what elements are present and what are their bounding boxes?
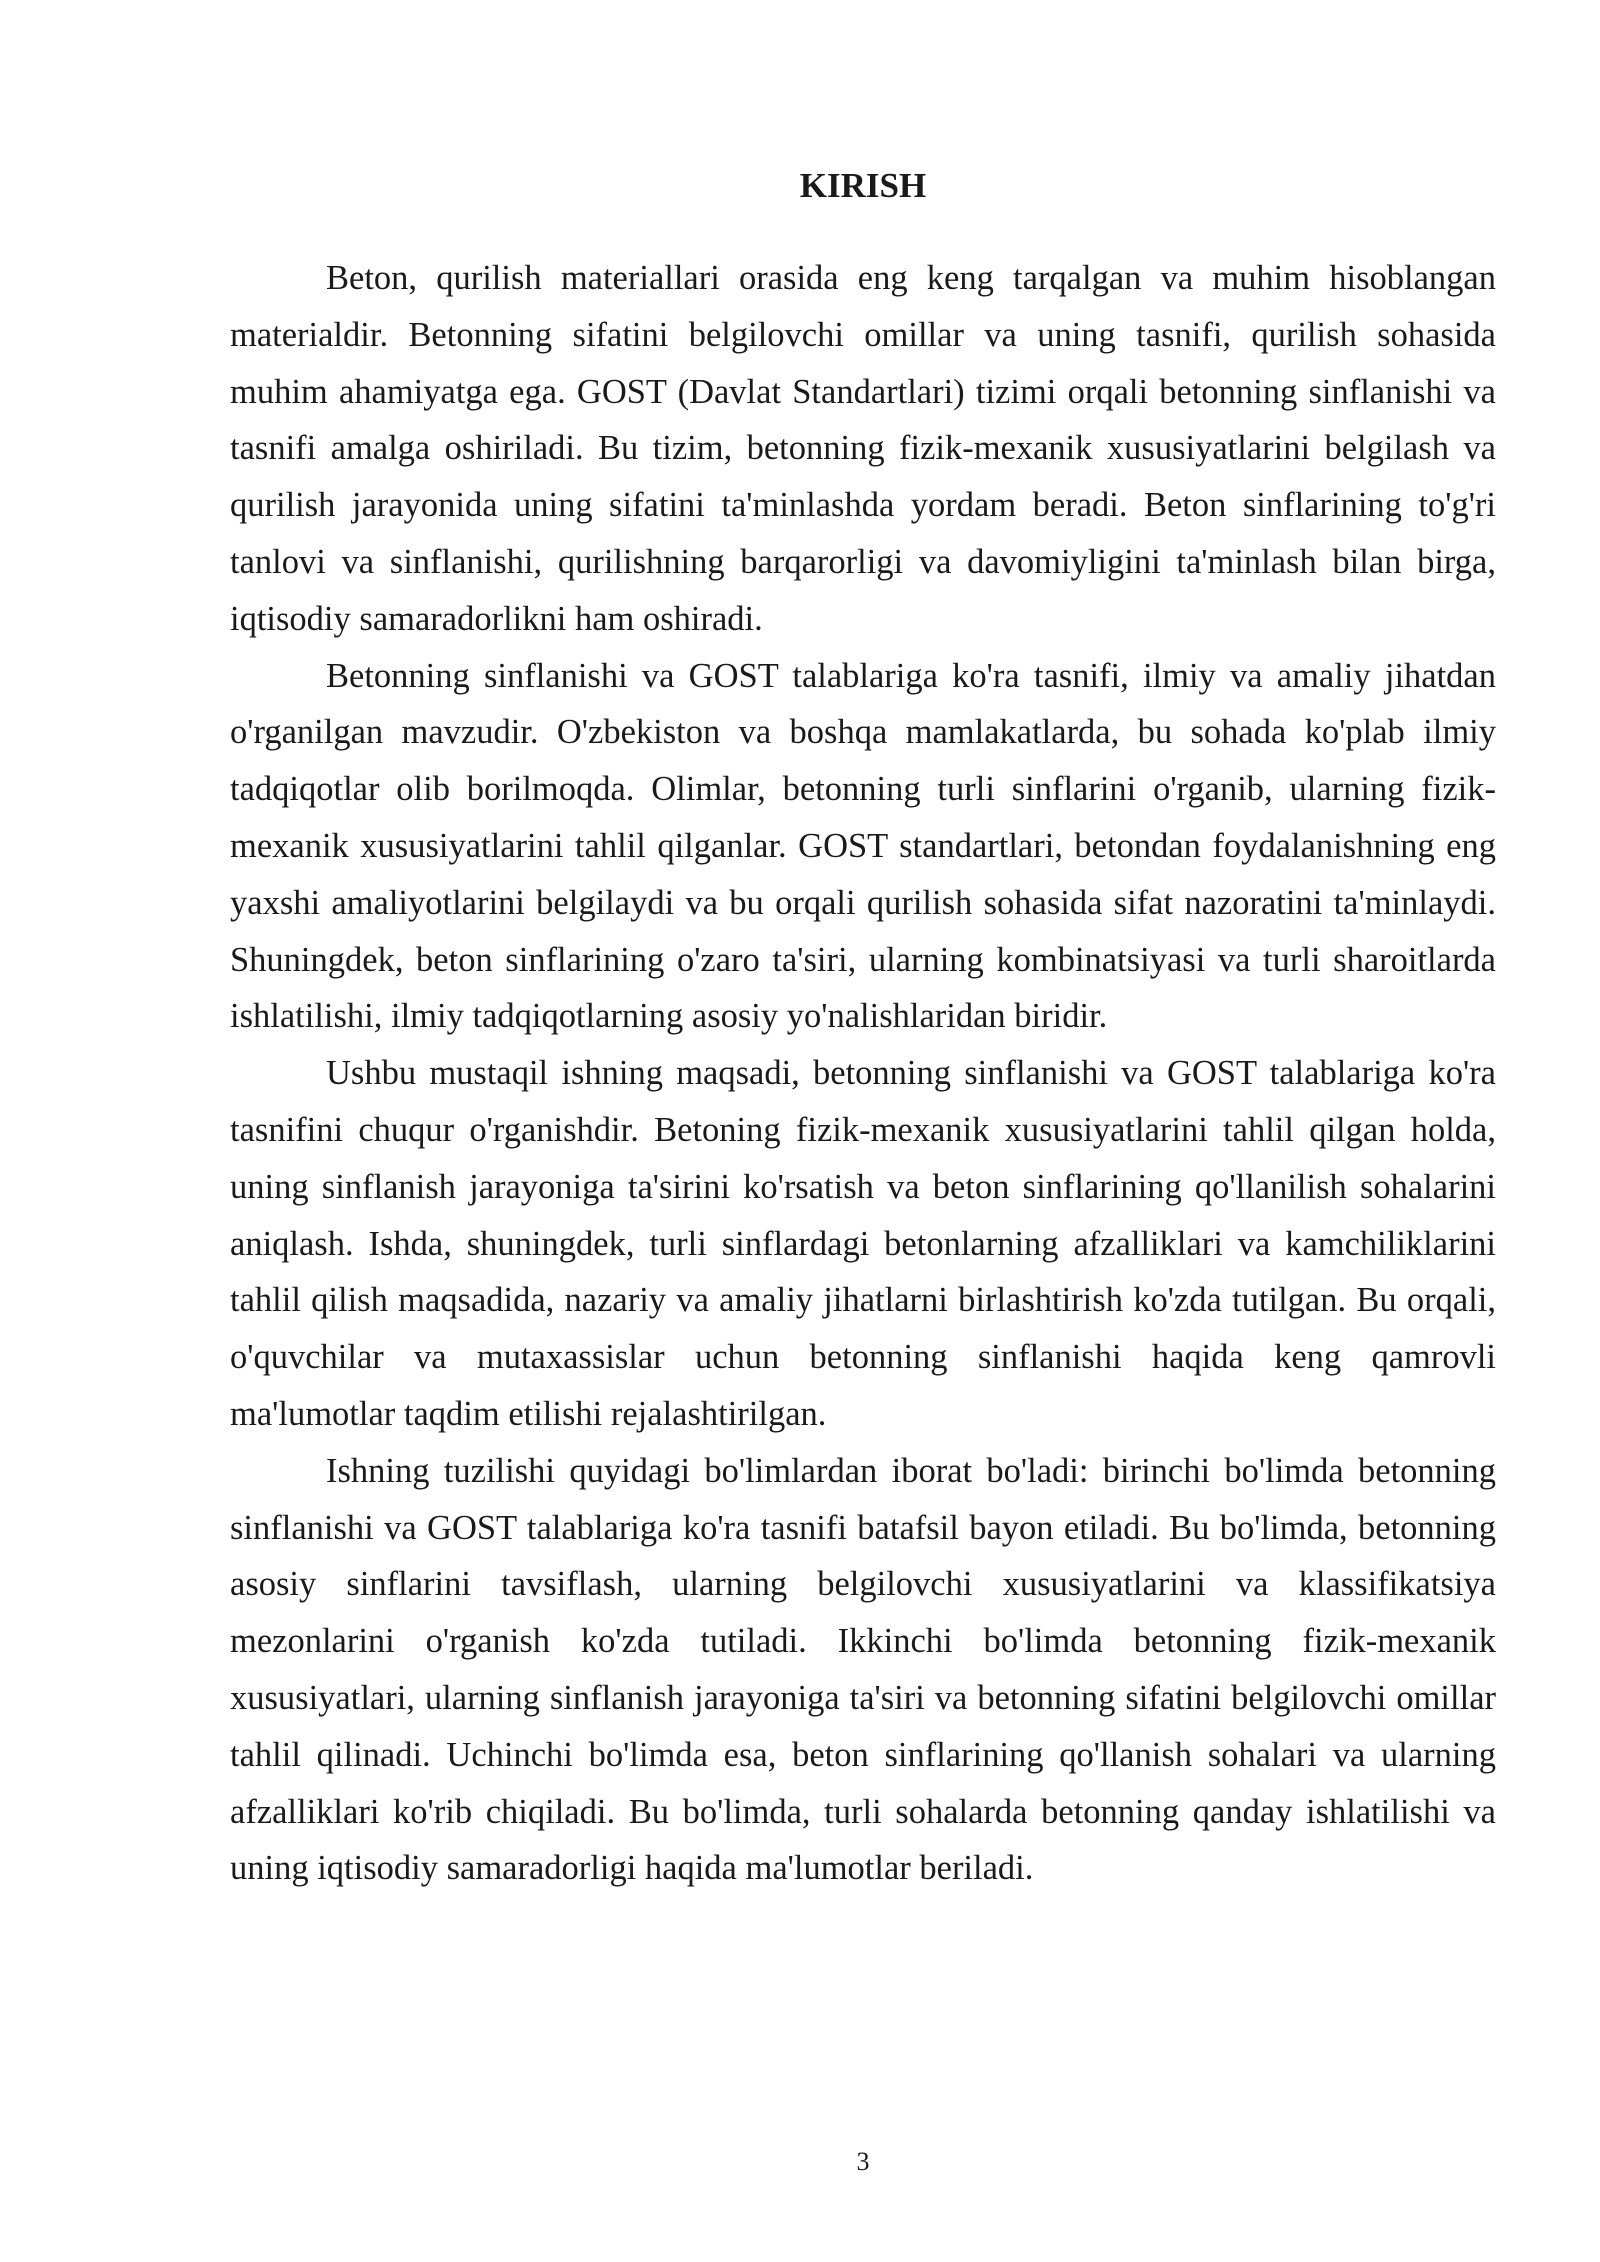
paragraph-2: Betonning sinflanishi va GOST talablariga ko'ra tasnifi, ilmiy va amaliy jihatdan o'rganilgan mavzudir. O'zbekiston va boshqa mamlakatlarda, bu sohada ko'plab ilmiy tadqiqotlar olib borilmoqda. Olimlar, betonning turli sinflarini o'rganib, ularning fizik-mexanik xususiyatlarini tahlil qilganlar. GOST standartlari, betondan foydalanishning eng yaxshi amaliyotlarini belgilaydi va bu orqali qurilish sohasida sifat nazoratini ta'minlaydi. Shuningdek, beton sinflarining o'zaro ta'siri, ularning kombinatsiyasi va turli sharoitlarda ishlatilishi, ilmiy tadqiqotlarning asosiy yo'nalishlaridan biridir. xyxy=(230,656,1496,1036)
paragraph-4: Ishning tuzilishi quyidagi bo'limlardan iborat bo'ladi: birinchi bo'limda betonning sinflanishi va GOST talablariga ko'ra tasnifi batafsil bayon etiladi. Bu bo'limda, betonning asosiy sinflarini tavsiflash, ularning belgilovchi xususiyatlarini va klassifikatsiya mezonlarini o'rganish ko'zda tutiladi. Ikkinchi bo'limda betonning fizik-mexanik xususiyatlari, ularning sinflanish jarayoniga ta'siri va betonning sifatini belgilovchi omillar tahlil qilinadi. Uchinchi bo'limda esa, beton sinflarining qo'llanish sohalari va ularning afzalliklari ko'rib chiqiladi. Bu bo'limda, turli sohalarda betonning qanday ishlatilishi va uning iqtisodiy samaradorligi haqida ma'lumotlar beriladi. xyxy=(230,1451,1496,1888)
section-title: KIRISH xyxy=(799,166,927,205)
paragraph-3: Ushbu mustaqil ishning maqsadi, betonning sinflanishi va GOST talablariga ko'ra tasnifini chuqur o'rganishdir. Betoning fizik-mexanik xususiyatlarini tahlil qilgan holda, uning sinflanish jarayoniga ta'sirini ko'rsatish va beton sinflarining qo'llanilish sohalarini aniqlash. Ishda, shuningdek, turli sinflardagi betonlarning afzalliklari va kamchiliklarini tahlil qilish maqsadida, nazariy va amaliy jihatlarni birlashtirish ko'zda tutilgan. Bu orqali, o'quvchilar va mutaxassislar uchun betonning sinflanishi haqida keng qamrovli ma'lumotlar taqdim etilishi rejalashtirilgan. xyxy=(230,1054,1496,1433)
body-text xyxy=(230,250,1496,1897)
page-number: 3 xyxy=(856,2147,870,2176)
paragraph-1: Beton, qurilish materiallari orasida eng keng tarqalgan va muhim hisoblangan materialdir. Betonning sifatini belgilovchi omillar va uning tasnifi, qurilish sohasida muhim ahamiyatga ega. GOST (Davlat Standartlari) tizimi orqali betonning sinflanishi va tasnifi amalga oshiriladi. Bu tizim, betonning fizik-mexanik xususiyatlarini belgilash va qurilish jarayonida uning sifatini ta'minlashda yordam beradi. Beton sinflarining to'g'ri tanlovi va sinflanishi, qurilishning barqarorligi va davomiyligini ta'minlash bilan birga, iqtisodiy samaradorlikni ham oshiradi. xyxy=(230,259,1496,638)
document-page xyxy=(230,0,1496,2262)
